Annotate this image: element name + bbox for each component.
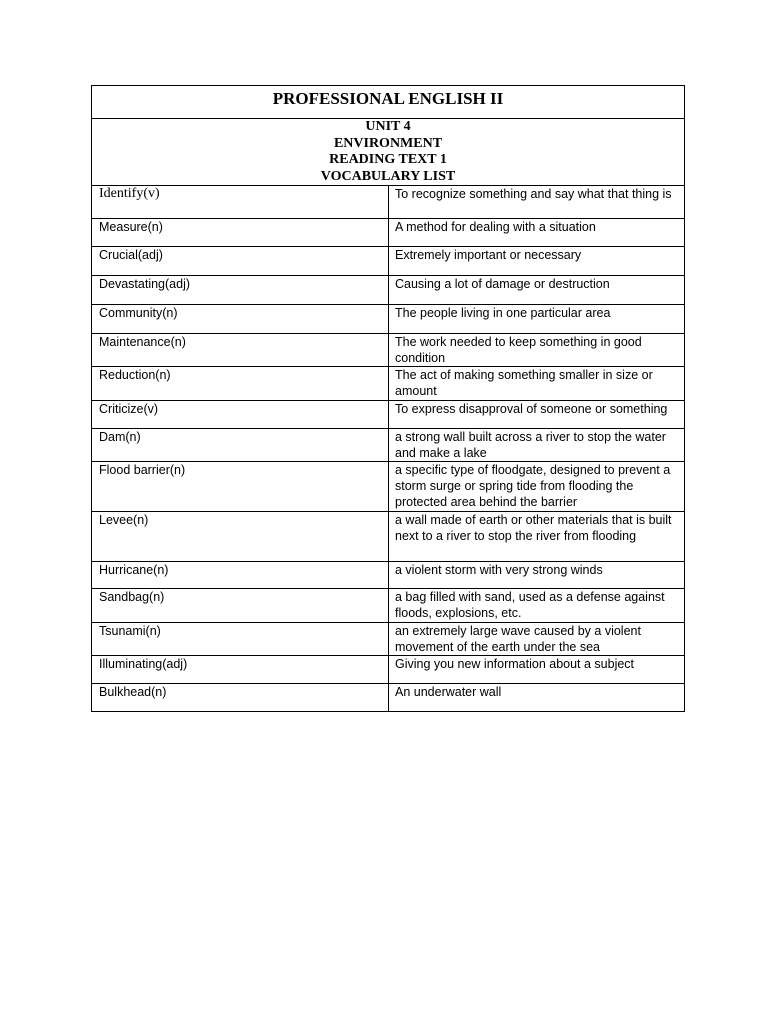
vocab-term: Dam(n) — [92, 429, 389, 462]
vocab-term: Levee(n) — [92, 512, 389, 562]
vocab-definition: To express disapproval of someone or something — [389, 401, 685, 429]
vocab-row — [92, 512, 685, 562]
vocab-row — [92, 462, 685, 512]
vocabulary-list-label: VOCABULARY LIST — [320, 168, 456, 184]
vocab-term: Flood barrier(n) — [92, 462, 389, 512]
vocab-definition: Extremely important or necessary — [389, 247, 685, 276]
vocab-definition: Causing a lot of damage or destruction — [389, 276, 685, 305]
vocab-term: Identify(v) — [92, 186, 389, 219]
vocab-row — [92, 589, 685, 623]
vocab-definition: Giving you new information about a subject — [389, 656, 685, 684]
vocab-definition: A method for dealing with a situation — [389, 219, 685, 247]
vocab-row — [92, 684, 685, 712]
unit-header — [92, 119, 685, 186]
vocab-definition: a specific type of floodgate, designed to prevent a storm surge or spring tide from flooding the protected area behind the barrier — [389, 462, 685, 512]
unit-label: UNIT 4 — [365, 119, 411, 134]
topic-label: ENVIRONMENT — [333, 135, 443, 151]
vocab-row — [92, 367, 685, 401]
vocab-row — [92, 562, 685, 589]
vocab-row — [92, 334, 685, 367]
vocab-definition: a wall made of earth or other materials that is built next to a river to stop the river from flooding — [389, 512, 685, 562]
title-row — [92, 86, 685, 119]
vocab-definition: a strong wall built across a river to stop the water and make a lake — [389, 429, 685, 462]
vocab-definition: an extremely large wave caused by a violent movement of the earth under the sea — [389, 623, 685, 656]
vocab-term: Hurricane(n) — [92, 562, 389, 589]
vocab-term: Tsunami(n) — [92, 623, 389, 656]
vocab-term: Bulkhead(n) — [92, 684, 389, 712]
vocab-row — [92, 276, 685, 305]
vocab-row — [92, 401, 685, 429]
vocab-term: Reduction(n) — [92, 367, 389, 401]
vocab-term: Criticize(v) — [92, 401, 389, 429]
vocab-row — [92, 305, 685, 334]
reading-text-label: READING TEXT 1 — [329, 152, 447, 167]
vocab-row — [92, 219, 685, 247]
vocab-term: Illuminating(adj) — [92, 656, 389, 684]
vocab-definition: The people living in one particular area — [389, 305, 685, 334]
vocab-row — [92, 247, 685, 276]
document-title: PROFESSIONAL ENGLISH II — [92, 86, 685, 119]
vocab-definition: a violent storm with very strong winds — [389, 562, 685, 589]
vocab-row — [92, 186, 685, 219]
vocab-row — [92, 429, 685, 462]
vocab-definition: To recognize something and say what that thing is — [389, 186, 685, 219]
vocab-term: Crucial(adj) — [92, 247, 389, 276]
vocabulary-document — [91, 85, 684, 712]
vocab-term: Sandbag(n) — [92, 589, 389, 623]
vocab-definition: The work needed to keep something in good condition — [389, 334, 685, 367]
vocab-term: Devastating(adj) — [92, 276, 389, 305]
vocabulary-table — [91, 85, 685, 712]
vocab-term: Measure(n) — [92, 219, 389, 247]
vocab-row — [92, 623, 685, 656]
vocab-term: Maintenance(n) — [92, 334, 389, 367]
vocab-definition: a bag filled with sand, used as a defense against floods, explosions, etc. — [389, 589, 685, 623]
vocab-term: Community(n) — [92, 305, 389, 334]
vocab-row — [92, 656, 685, 684]
vocab-definition: An underwater wall — [389, 684, 685, 712]
vocab-definition: The act of making something smaller in size or amount — [389, 367, 685, 401]
header-row — [92, 119, 685, 186]
